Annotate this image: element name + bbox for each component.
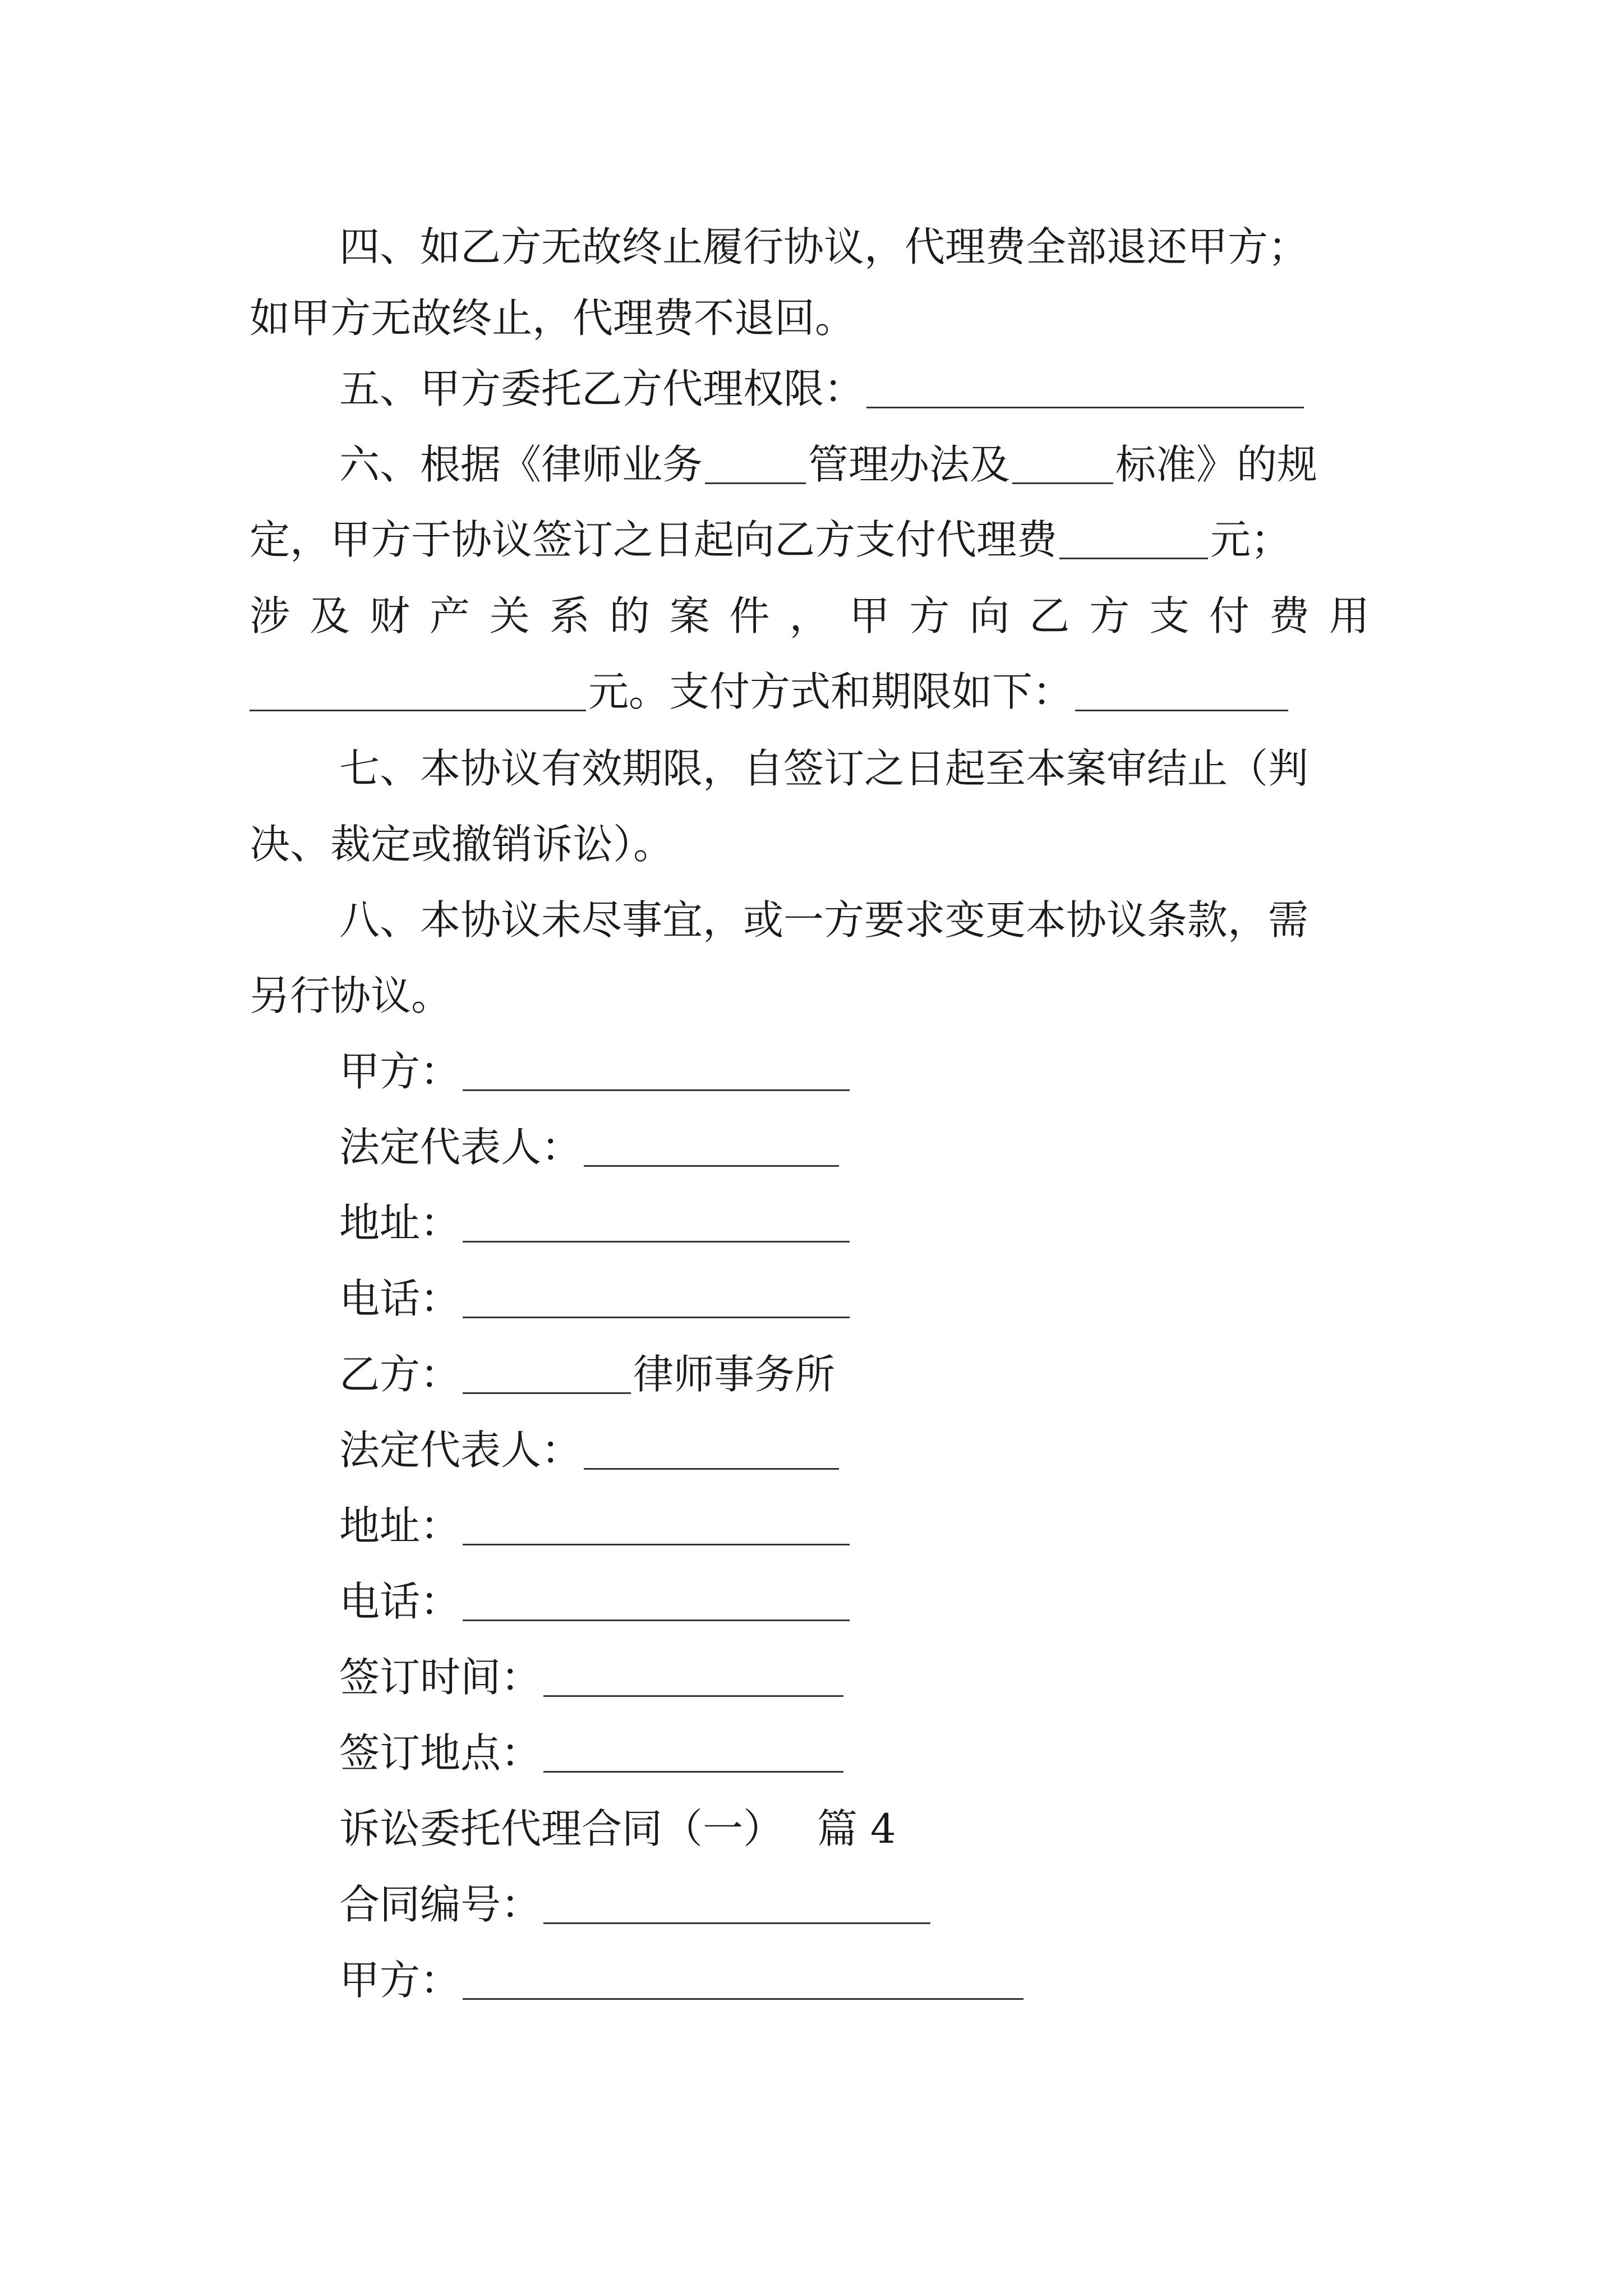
- sign-place-label: 签订地点：: [339, 1729, 542, 1777]
- contract-number-blank[interactable]: [543, 1922, 930, 1924]
- clause-6-line-2: [250, 509, 1291, 570]
- clause-5-text: 五、甲方委托乙方代理权限：: [339, 365, 865, 412]
- next-party-a-blank[interactable]: [463, 1998, 1023, 2000]
- law-firm-name-blank[interactable]: [463, 1392, 631, 1394]
- party-b-field: [339, 1343, 835, 1405]
- party-a-address-field: [339, 1192, 852, 1254]
- clause-6-char: ，: [789, 592, 830, 639]
- sign-place-field: [339, 1722, 846, 1784]
- clause-6-text-d: 定，甲方于协议签订之日起向乙方支付代理费: [250, 516, 1058, 563]
- party-a-field: [339, 1041, 852, 1102]
- clause-6-char: 及: [309, 592, 350, 639]
- sign-place-blank[interactable]: [543, 1770, 843, 1773]
- party-b-rep-field: [339, 1419, 841, 1481]
- party-a-rep-blank[interactable]: [584, 1165, 839, 1167]
- clause-6-text-e: 元；: [1210, 516, 1292, 563]
- clause-7-line-1: 七、本协议有效期限，自签订之日起至本案审结止（判: [339, 745, 1309, 792]
- party-b-phone-label: 电话：: [339, 1578, 461, 1625]
- clause-6-char: 系: [549, 592, 590, 639]
- next-contract-number: 篇 4: [817, 1805, 896, 1852]
- party-a-address-blank[interactable]: [463, 1240, 850, 1243]
- clause-4-line-2: 如甲方无故终止，代理费不退回。: [250, 295, 856, 342]
- clause-6-char: 财: [369, 592, 410, 639]
- party-b-address-blank[interactable]: [463, 1543, 850, 1545]
- clause-6-char: 向: [969, 592, 1010, 639]
- authority-blank[interactable]: [866, 406, 1304, 408]
- clause-6-line-1: [339, 434, 1317, 495]
- clause-6-char: 的: [609, 592, 650, 639]
- party-b-rep-label: 法定代表人：: [339, 1427, 582, 1474]
- clause-6-char: 案: [669, 592, 710, 639]
- contract-number-field: [339, 1874, 933, 1935]
- party-a-rep-label: 法定代表人：: [339, 1124, 582, 1171]
- next-party-a-field: [339, 1949, 1026, 2011]
- clause-8-line-2: 另行协议。: [250, 972, 452, 1019]
- rule-name-blank[interactable]: [705, 482, 806, 484]
- party-a-phone-label: 电话：: [339, 1275, 461, 1322]
- sign-time-field: [339, 1646, 846, 1708]
- property-fee-blank[interactable]: [250, 709, 586, 711]
- clause-6-char: 件: [729, 592, 770, 639]
- agency-fee-blank[interactable]: [1059, 557, 1208, 559]
- payment-terms-blank[interactable]: [1075, 709, 1288, 711]
- party-a-rep-field: [339, 1116, 841, 1178]
- clause-6-char: 费: [1269, 592, 1310, 639]
- clause-6-char: 付: [1209, 592, 1250, 639]
- clause-7-line-2: 决、裁定或撤销诉讼）。: [250, 821, 674, 868]
- clause-8-line-1: 八、本协议未尽事宜，或一方要求变更本协议条款，需: [339, 896, 1309, 944]
- clause-6-text-a: 六、根据《律师业务: [339, 441, 703, 488]
- clause-6-text-b: 管理办法及: [808, 441, 1011, 488]
- party-a-phone-blank[interactable]: [463, 1316, 850, 1318]
- next-party-a-label: 甲方：: [339, 1957, 461, 2004]
- party-b-address-label: 地址：: [339, 1502, 461, 1549]
- party-a-blank[interactable]: [463, 1089, 850, 1091]
- clause-6-char: 产: [429, 592, 470, 639]
- clause-6-char: 用: [1329, 592, 1370, 639]
- standard-name-blank[interactable]: [1012, 482, 1113, 484]
- party-b-phone-blank[interactable]: [463, 1619, 850, 1621]
- party-a-label: 甲方：: [339, 1048, 461, 1095]
- sign-time-label: 签订时间：: [339, 1654, 542, 1701]
- clause-6-char: 方: [909, 592, 950, 639]
- next-contract-title: 诉讼委托代理合同（一）: [339, 1805, 784, 1852]
- contract-number-label: 合同编号：: [339, 1881, 542, 1928]
- clause-6-line-4: [250, 661, 1290, 723]
- clause-6-text-c: 标准》的规: [1115, 441, 1318, 488]
- clause-5: [339, 358, 1306, 420]
- clause-6-line-3: [250, 585, 1370, 647]
- party-a-phone-field: [339, 1268, 852, 1329]
- sign-time-blank[interactable]: [543, 1695, 843, 1697]
- party-b-phone-field: [339, 1571, 852, 1632]
- law-firm-suffix: 律师事务所: [633, 1351, 836, 1398]
- next-contract-heading: [339, 1798, 896, 1860]
- clause-6-char: 乙: [1029, 592, 1070, 639]
- clause-6-char: 关: [489, 592, 530, 639]
- clause-6-char: 方: [1089, 592, 1130, 639]
- party-a-address-label: 地址：: [339, 1199, 461, 1246]
- clause-6-char: 涉: [250, 592, 291, 639]
- clause-6-char: 支: [1149, 592, 1190, 639]
- clause-4-line-1: 四、如乙方无故终止履行协议，代理费全部退还甲方；: [339, 223, 1309, 270]
- clause-6-text-g: 元。支付方式和期限如下：: [588, 668, 1073, 715]
- clause-6-char: 甲: [849, 592, 890, 639]
- party-b-address-field: [339, 1495, 852, 1557]
- party-b-rep-blank[interactable]: [584, 1467, 839, 1470]
- party-b-label: 乙方：: [339, 1351, 461, 1398]
